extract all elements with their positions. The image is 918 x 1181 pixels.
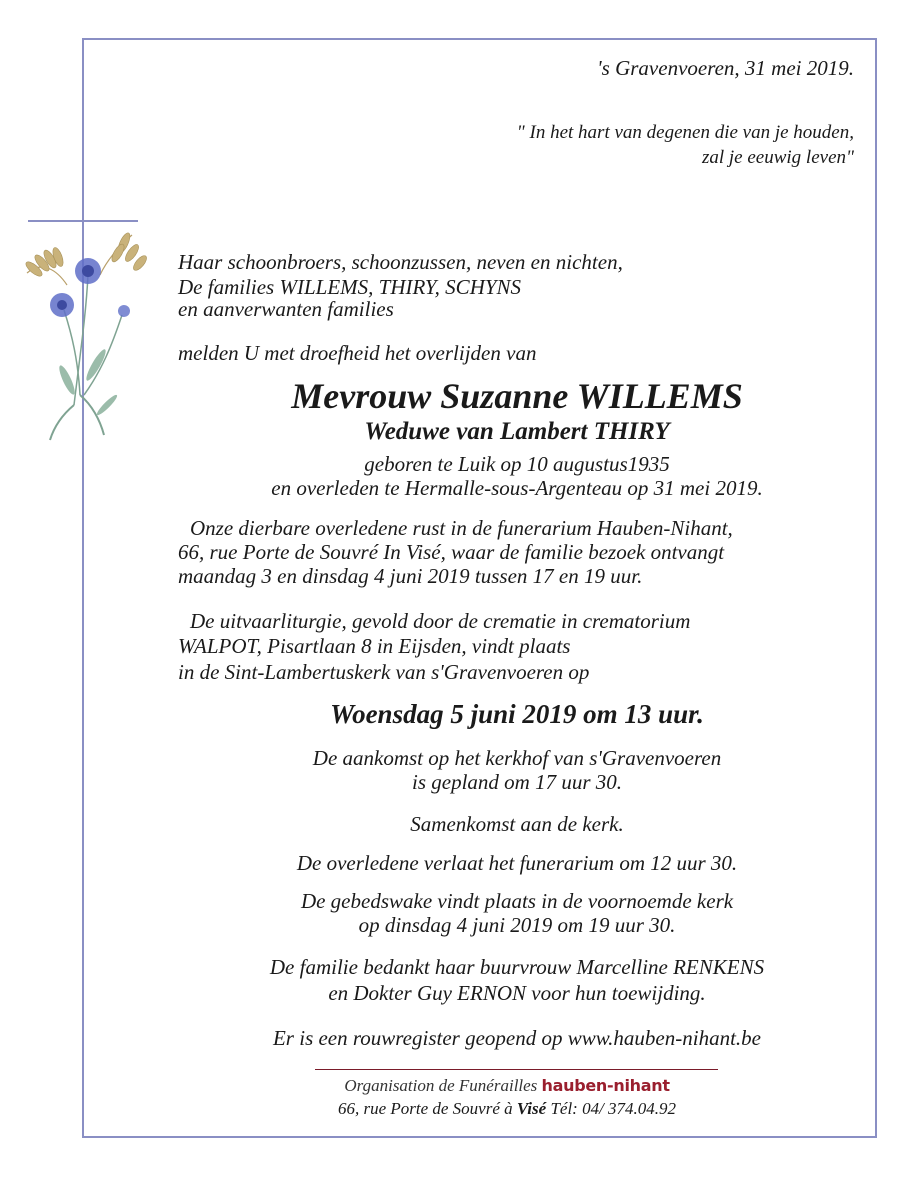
widow-of: Weduwe van Lambert THIRY <box>364 418 670 445</box>
thanks-line-1: De familie bedankt haar buurvrouw Marcelline RENKENS <box>269 955 765 979</box>
address-city: Visé <box>516 1099 547 1118</box>
families-line-3: en aanverwanten families <box>178 297 394 321</box>
quote-line-2: zal je eeuwig leven" <box>701 147 854 168</box>
address-prefix: 66, rue Porte de Souvré à <box>337 1099 513 1118</box>
liturgy-line-2: WALPOT, Pisartlaan 8 in Eijsden, vindt plaats <box>178 634 571 658</box>
liturgy-line-3: in de Sint-Lambertuskerk van s'Gravenvoeren op <box>178 660 590 684</box>
org-prefix: Organisation de Funérailles <box>344 1076 538 1095</box>
families-line-2: De families WILLEMS, THIRY, SCHYNS <box>178 275 522 299</box>
place-date: 's Gravenvoeren, 31 mei 2019. <box>597 56 854 80</box>
register-line: Er is een rouwregister geopend op www.hauben-nihant.be <box>272 1026 761 1050</box>
footer-address <box>82 1099 918 1119</box>
vigil-line-2: op dinsdag 4 juni 2019 om 19 uur 30. <box>358 913 676 937</box>
footer-organisation <box>82 1076 918 1096</box>
visitation-line-3: maandag 3 en dinsdag 4 juni 2019 tussen 17 en 19 uur. <box>178 564 643 588</box>
died-line: en overleden te Hermalle-sous-Argenteau op 31 mei 2019. <box>271 476 763 500</box>
cornflower-icon <box>50 258 130 317</box>
address-phone: Tél: 04/ 374.04.92 <box>550 1099 677 1118</box>
visitation-line-2: 66, rue Porte de Souvré In Visé, waar de familie bezoek ontvangt <box>178 540 725 564</box>
footer-divider <box>315 1069 718 1070</box>
arrival-line-2: is gepland om 17 uur 30. <box>412 770 622 794</box>
deceased-name: Mevrouw Suzanne WILLEMS <box>291 376 743 416</box>
liturgy-line-1: De uitvaarliturgie, gevold door de crematie in crematorium <box>190 609 691 633</box>
vigil-line-1: De gebedswake vindt plaats in de voornoemde kerk <box>300 889 734 913</box>
thanks-line-2: en Dokter Guy ERNON voor hun toewijding. <box>328 981 706 1005</box>
brand-logo: hauben-nihant <box>541 1076 670 1095</box>
visitation-line-1: Onze dierbare overledene rust in de funerarium Hauben-Nihant, <box>190 516 733 540</box>
meeting-line: Samenkomst aan de kerk. <box>410 812 624 836</box>
departure-line: De overledene verlaat het funerarium om 12 uur 30. <box>296 851 738 875</box>
born-line: geboren te Luik op 10 augustus1935 <box>364 452 670 476</box>
quote-line-1: " In het hart van degenen die van je houden, <box>516 122 854 143</box>
families-line-1: Haar schoonbroers, schoonzussen, neven en nichten, <box>178 250 623 274</box>
announcement: melden U met droefheid het overlijden van <box>178 341 537 365</box>
arrival-line-1: De aankomst op het kerkhof van s'Gravenvoeren <box>312 746 722 770</box>
funeral-date: Woensdag 5 juni 2019 om 13 uur. <box>330 699 704 729</box>
